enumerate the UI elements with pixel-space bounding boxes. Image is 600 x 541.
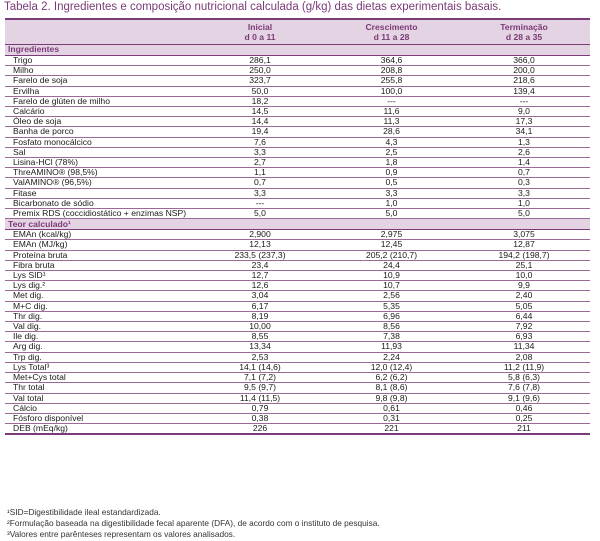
row-value: 0,38 (195, 413, 325, 423)
row-value: 0,25 (458, 413, 590, 423)
row-label: Óleo de soja (5, 117, 195, 127)
row-value: 14,4 (195, 117, 325, 127)
row-value: 0,79 (195, 403, 325, 413)
row-value: 18,2 (195, 96, 325, 106)
table-row (5, 322, 590, 332)
footnote-1: ¹SID=Digestibilidade ileal estandardizada. (7, 507, 161, 517)
footnote-2: ²Formulação baseada na digestibilidade fecal aparente (DFA), de acordo com o instituto de pesquisa. (7, 518, 380, 528)
row-label: Lys Total³ (5, 362, 195, 372)
row-value: 50,0 (195, 86, 325, 96)
table-row (5, 137, 590, 147)
row-value: 139,4 (458, 86, 590, 96)
row-value: 2,53 (195, 352, 325, 362)
row-value: 0,46 (458, 403, 590, 413)
table-row (5, 271, 590, 281)
row-label: Premix RDS (coccidiostático + enzimas NSP) (5, 209, 195, 219)
row-value: 6,17 (195, 301, 325, 311)
section-title: Teor calculado¹ (5, 219, 590, 230)
row-value: 5,0 (195, 209, 325, 219)
row-label: EMAn (kcal/kg) (5, 230, 195, 240)
row-value: 0,7 (195, 178, 325, 188)
row-value: 3,3 (458, 188, 590, 198)
row-value: 14,5 (195, 107, 325, 117)
header-terminacao: Terminação d 28 a 35 (458, 19, 590, 45)
row-value: 9,1 (9,6) (458, 393, 590, 403)
row-label: ThreAMINO® (98,5%) (5, 168, 195, 178)
row-value: 6,93 (458, 332, 590, 342)
row-value: 9,5 (9,7) (195, 383, 325, 393)
row-value: 11,4 (11,5) (195, 393, 325, 403)
row-value: 211 (458, 424, 590, 435)
row-label: Met+Cys total (5, 373, 195, 383)
row-value: 3,3 (325, 188, 458, 198)
table-row (5, 56, 590, 66)
table-row (5, 250, 590, 260)
table-row (5, 209, 590, 219)
table-row (5, 413, 590, 423)
section-title: Ingredientes (5, 45, 590, 56)
row-value: 208,8 (325, 66, 458, 76)
table-row (5, 373, 590, 383)
row-value: 12,0 (12,4) (325, 362, 458, 372)
row-value: 233,5 (237,3) (195, 250, 325, 260)
header-crescimento: Crescimento d 11 a 28 (325, 19, 458, 45)
row-value: --- (325, 96, 458, 106)
table-row (5, 301, 590, 311)
row-value: 226 (195, 424, 325, 435)
row-label: Lys SID¹ (5, 271, 195, 281)
table-row (5, 281, 590, 291)
row-label: Farelo de glúten de milho (5, 96, 195, 106)
row-label: Milho (5, 66, 195, 76)
row-value: 19,4 (195, 127, 325, 137)
row-value: 11,6 (325, 107, 458, 117)
row-value: 11,93 (325, 342, 458, 352)
table-row (5, 403, 590, 413)
row-value: 0,7 (458, 168, 590, 178)
row-label: Cálcio (5, 403, 195, 413)
row-value: 11,34 (458, 342, 590, 352)
table-row (5, 352, 590, 362)
row-value: 3,3 (195, 147, 325, 157)
row-label: Met dig. (5, 291, 195, 301)
row-label: Lisina-HCl (78%) (5, 158, 195, 168)
row-value: 9,8 (9,8) (325, 393, 458, 403)
row-value: 200,0 (458, 66, 590, 76)
row-value: 9,0 (458, 107, 590, 117)
row-value: 250,0 (195, 66, 325, 76)
row-value: 2,40 (458, 291, 590, 301)
row-value: 10,0 (458, 271, 590, 281)
row-value: 3,04 (195, 291, 325, 301)
row-label: Val dig. (5, 322, 195, 332)
row-value: 8,56 (325, 322, 458, 332)
row-label: Fósforo disponível (5, 413, 195, 423)
row-value: 6,2 (6,2) (325, 373, 458, 383)
row-value: 12,45 (325, 240, 458, 250)
table-row (5, 76, 590, 86)
row-value: 9,9 (458, 281, 590, 291)
row-value: 2,6 (458, 147, 590, 157)
row-label: Val total (5, 393, 195, 403)
row-value: 24,4 (325, 260, 458, 270)
row-value: 7,92 (458, 322, 590, 332)
row-value: 12,13 (195, 240, 325, 250)
row-value: 1,3 (458, 137, 590, 147)
table-row (5, 342, 590, 352)
row-value: 5,05 (458, 301, 590, 311)
row-label: Fibra bruta (5, 260, 195, 270)
row-value: 3,075 (458, 230, 590, 240)
header-inicial: Inicial d 0 a 11 (195, 19, 325, 45)
row-value: 6,96 (325, 311, 458, 321)
row-value: 1,0 (325, 198, 458, 208)
table-row (5, 240, 590, 250)
table-row (5, 424, 590, 435)
row-label: EMAn (MJ/kg) (5, 240, 195, 250)
row-value: 2,975 (325, 230, 458, 240)
row-label: Bicarbonato de sódio (5, 198, 195, 208)
row-value: 12,87 (458, 240, 590, 250)
row-value: 0,9 (325, 168, 458, 178)
row-label: Trigo (5, 56, 195, 66)
table-row (5, 147, 590, 157)
row-value: 2,24 (325, 352, 458, 362)
row-label: Calcário (5, 107, 195, 117)
row-value: 23,4 (195, 260, 325, 270)
row-value: 0,3 (458, 178, 590, 188)
table-row (5, 362, 590, 372)
nutrition-table (5, 18, 590, 435)
table-body (5, 45, 590, 435)
row-value: 3,3 (195, 188, 325, 198)
section-header-row (5, 45, 590, 56)
section-header-row (5, 219, 590, 230)
row-value: 10,00 (195, 322, 325, 332)
footnote-3: ³Valores entre parênteses representam os valores analisados. (7, 529, 236, 539)
row-value: 7,38 (325, 332, 458, 342)
row-value: 4,3 (325, 137, 458, 147)
row-value: 5,0 (458, 209, 590, 219)
row-label: M+C dig. (5, 301, 195, 311)
row-value: 205,2 (210,7) (325, 250, 458, 260)
table-row (5, 291, 590, 301)
row-value: 2,5 (325, 147, 458, 157)
row-value: 10,7 (325, 281, 458, 291)
row-value: 5,0 (325, 209, 458, 219)
row-label: Trp dig. (5, 352, 195, 362)
row-value: 8,1 (8,6) (325, 383, 458, 393)
row-value: 12,6 (195, 281, 325, 291)
row-value: 0,5 (325, 178, 458, 188)
table-row (5, 198, 590, 208)
row-label: Banha de porco (5, 127, 195, 137)
row-label: Sal (5, 147, 195, 157)
row-value: 0,31 (325, 413, 458, 423)
table-row (5, 188, 590, 198)
table-row (5, 393, 590, 403)
row-label: Fosfato monocálcico (5, 137, 195, 147)
row-value: 2,08 (458, 352, 590, 362)
row-label: Lys dig.² (5, 281, 195, 291)
table-header-row (5, 19, 590, 45)
table-row (5, 158, 590, 168)
row-label: Fitase (5, 188, 195, 198)
table-row (5, 127, 590, 137)
table-row (5, 230, 590, 240)
row-value: --- (458, 96, 590, 106)
row-value: 5,8 (6,3) (458, 373, 590, 383)
row-value: 0,61 (325, 403, 458, 413)
row-label: DEB (mEq/kg) (5, 424, 195, 435)
row-label: Arg dig. (5, 342, 195, 352)
row-label: Farelo de soja (5, 76, 195, 86)
row-value: 17,3 (458, 117, 590, 127)
row-value: 25,1 (458, 260, 590, 270)
table-row (5, 332, 590, 342)
row-label: Thr dig. (5, 311, 195, 321)
row-value: 100,0 (325, 86, 458, 96)
table-row (5, 117, 590, 127)
row-label: Proteína bruta (5, 250, 195, 260)
row-value: 11,3 (325, 117, 458, 127)
table-row (5, 107, 590, 117)
row-value: 14,1 (14,6) (195, 362, 325, 372)
row-value: 34,1 (458, 127, 590, 137)
row-value: 11,2 (11,9) (458, 362, 590, 372)
row-value: 1,0 (458, 198, 590, 208)
row-value: 2,7 (195, 158, 325, 168)
row-value: 1,8 (325, 158, 458, 168)
table-row (5, 66, 590, 76)
row-label: ValAMINO® (96,5%) (5, 178, 195, 188)
row-value: 13,34 (195, 342, 325, 352)
table-row (5, 260, 590, 270)
row-value: 5,35 (325, 301, 458, 311)
table-row (5, 311, 590, 321)
row-value: 7,6 (195, 137, 325, 147)
row-value: --- (195, 198, 325, 208)
row-value: 1,4 (458, 158, 590, 168)
row-value: 364,6 (325, 56, 458, 66)
row-value: 7,6 (7,8) (458, 383, 590, 393)
row-value: 10,9 (325, 271, 458, 281)
row-value: 366,0 (458, 56, 590, 66)
row-value: 6,44 (458, 311, 590, 321)
table-row (5, 168, 590, 178)
row-value: 8,55 (195, 332, 325, 342)
row-value: 218,6 (458, 76, 590, 86)
table-row (5, 383, 590, 393)
table-caption: Tabela 2. Ingredientes e composição nutricional calculada (g/kg) das dietas experimentais basais. (4, 1, 502, 13)
table-row (5, 86, 590, 96)
row-value: 1,1 (195, 168, 325, 178)
row-label: Thr total (5, 383, 195, 393)
row-value: 323,7 (195, 76, 325, 86)
row-value: 194,2 (198,7) (458, 250, 590, 260)
row-value: 12,7 (195, 271, 325, 281)
row-label: Ervilha (5, 86, 195, 96)
header-empty-cell (5, 19, 195, 45)
row-value: 286,1 (195, 56, 325, 66)
footnotes (7, 507, 380, 540)
row-value: 221 (325, 424, 458, 435)
table-row (5, 96, 590, 106)
row-value: 8,19 (195, 311, 325, 321)
row-value: 7,1 (7,2) (195, 373, 325, 383)
row-label: Ile dig. (5, 332, 195, 342)
row-value: 2,900 (195, 230, 325, 240)
row-value: 255,8 (325, 76, 458, 86)
table-row (5, 178, 590, 188)
row-value: 2,56 (325, 291, 458, 301)
row-value: 28,6 (325, 127, 458, 137)
